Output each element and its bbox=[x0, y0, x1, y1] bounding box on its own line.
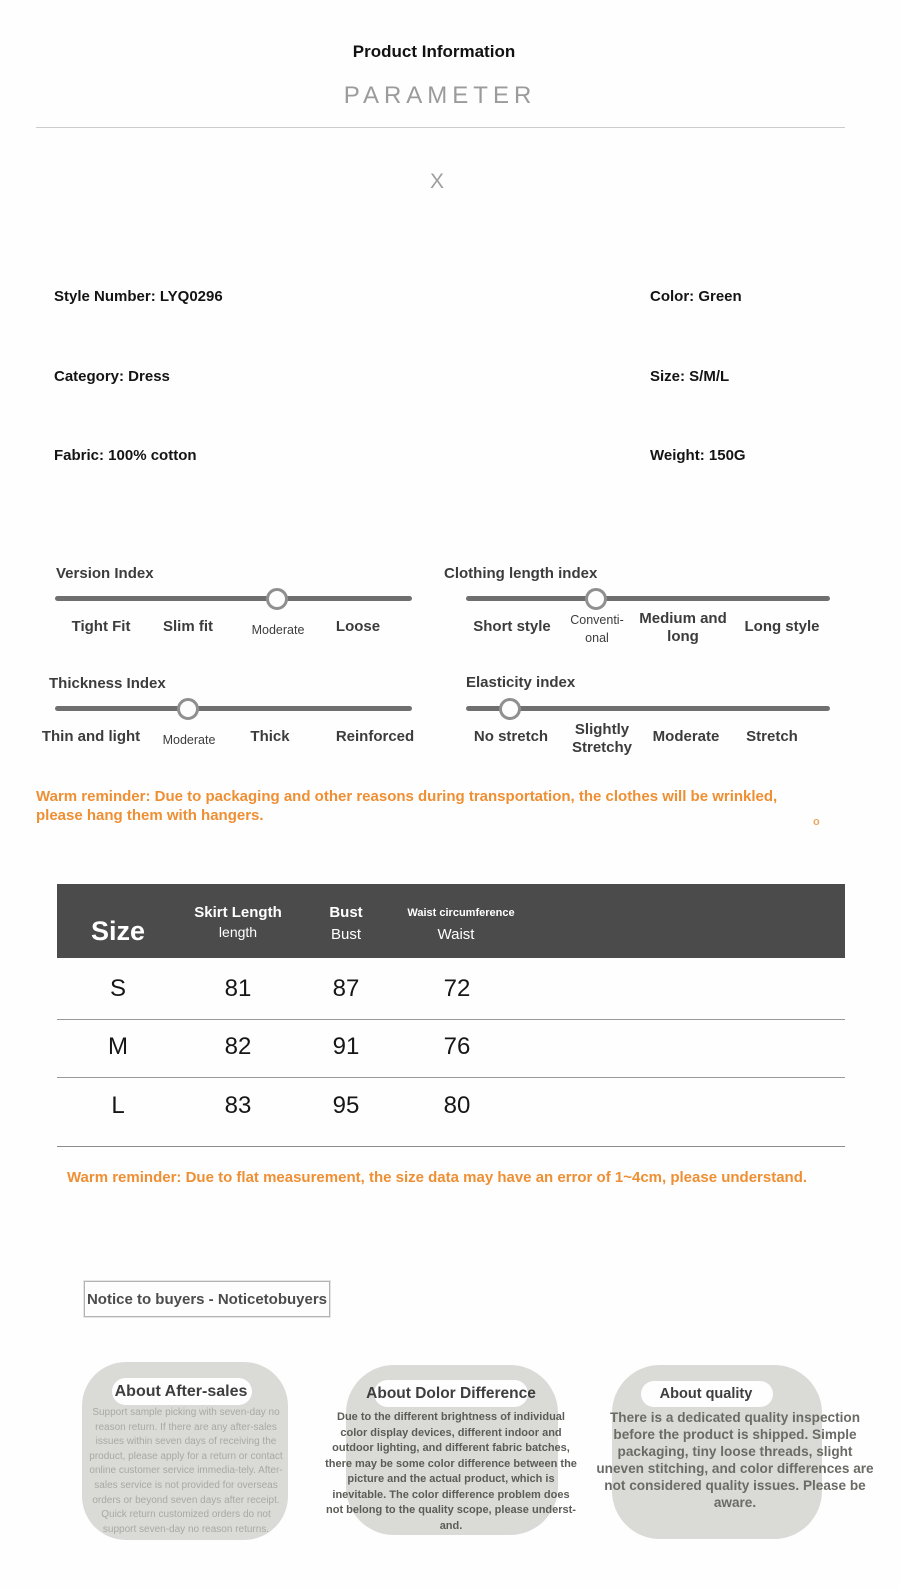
length-index-title: Clothing length index bbox=[444, 565, 598, 582]
length-index-track bbox=[466, 596, 830, 601]
table-row-s-bust: 87 bbox=[332, 975, 360, 1002]
version-label-loose: Loose bbox=[335, 618, 381, 635]
thickness-index-title: Thickness Index bbox=[49, 675, 166, 692]
size-table-header-waist: Waist bbox=[437, 926, 475, 943]
info-style-number: Style Number: LYQ0296 bbox=[54, 288, 223, 305]
table-row-s-size: S bbox=[109, 975, 127, 1002]
table-row-m-bust: 91 bbox=[332, 1033, 360, 1060]
parameter-subtitle: PARAMETER bbox=[343, 82, 537, 109]
table-row-divider bbox=[57, 1077, 845, 1078]
elasticity-index-title: Elasticity index bbox=[466, 674, 576, 691]
thickness-label-reinforced: Reinforced bbox=[335, 728, 415, 745]
size-table-header-length: length bbox=[218, 924, 258, 940]
table-row-l-size: L bbox=[111, 1092, 125, 1119]
elasticity-label-moderate: Moderate bbox=[652, 728, 720, 745]
header-divider bbox=[36, 127, 845, 128]
size-table-header-waist-circumference: Waist circumference bbox=[407, 907, 515, 919]
about-quality-title: About quality bbox=[659, 1386, 753, 1402]
table-row-s-waist: 72 bbox=[443, 975, 471, 1002]
table-row-l-length: 83 bbox=[224, 1092, 252, 1119]
thickness-index-knob[interactable] bbox=[177, 698, 199, 720]
info-weight: Weight: 150G bbox=[650, 447, 746, 464]
table-row-m-waist: 76 bbox=[443, 1033, 471, 1060]
warm-reminder-measurement: Warm reminder: Due to flat measurement, the size data may have an error of 1~4cm, please understand. bbox=[66, 1169, 808, 1186]
about-color-difference-title: About Dolor Difference bbox=[366, 1385, 536, 1402]
about-quality-body: There is a dedicated quality inspection before the product is shipped. Simple packaging, tiny loose threads, slight uneven stitching, and color differences are not considered quality issues. Please be aware. bbox=[596, 1410, 874, 1510]
table-bottom-border bbox=[57, 1146, 845, 1147]
elasticity-label-no-stretch: No stretch bbox=[473, 728, 549, 745]
page-title: Product Information bbox=[352, 42, 516, 61]
version-index-knob[interactable] bbox=[266, 588, 288, 610]
version-index-title: Version Index bbox=[56, 565, 154, 582]
warm-reminder-transport: Warm reminder: Due to packaging and other reasons during transportation, the clothes will be wrinkled, please hang them with hangers. bbox=[36, 788, 778, 824]
stray-o-mark: o bbox=[813, 816, 820, 828]
length-index-knob[interactable] bbox=[585, 588, 607, 610]
length-label-conventional: Conventi- onal bbox=[570, 613, 624, 645]
length-label-medium-long: Medium and long bbox=[639, 610, 727, 645]
elasticity-index-knob[interactable] bbox=[499, 698, 521, 720]
size-table-header-bust-2: Bust bbox=[330, 926, 362, 943]
thickness-index-track bbox=[55, 706, 412, 711]
table-row-l-waist: 80 bbox=[443, 1092, 471, 1119]
about-color-difference-body: Due to the different brightness of individual color display devices, different indoor and outdoor lighting, and different fabric batches, there may be some color difference between the picture and the actual product, which is inevitable. The color difference problem does not belong to the quality scope, please underst-and. bbox=[325, 1411, 577, 1532]
info-category: Category: Dress bbox=[54, 368, 170, 385]
table-row-l-bust: 95 bbox=[332, 1092, 360, 1119]
notice-to-buyers-label: Notice to buyers - Noticetobuyers bbox=[86, 1290, 328, 1308]
size-table-header-size: Size bbox=[90, 916, 146, 946]
broken-image-placeholder-x: X bbox=[429, 170, 445, 193]
version-label-moderate: Moderate bbox=[251, 623, 305, 637]
table-row-m-length: 82 bbox=[224, 1033, 252, 1060]
thickness-label-moderate: Moderate bbox=[162, 733, 216, 747]
notice-to-buyers-box bbox=[84, 1281, 330, 1317]
info-size: Size: S/M/L bbox=[650, 368, 730, 385]
info-fabric: Fabric: 100% cotton bbox=[54, 447, 197, 464]
table-row-m-size: M bbox=[108, 1033, 128, 1060]
about-after-sales-body: Support sample picking with seven-day no reason return. If there are any after-sales issues within seven days of receiving the product, please apply for a return or contact online customer service immedia-tely. After-sales service is not provided for overseas orders or beyond seven days after receipt. Quick return customized orders do not support seven-day no reason returns. bbox=[89, 1407, 283, 1535]
table-row-divider bbox=[57, 1019, 845, 1020]
size-table-header-bust-1: Bust bbox=[329, 904, 363, 921]
info-color: Color: Green bbox=[650, 288, 742, 305]
version-label-slim-fit: Slim fit bbox=[162, 618, 214, 635]
about-after-sales-title: About After-sales bbox=[114, 1383, 248, 1400]
elasticity-label-stretch: Stretch bbox=[746, 728, 798, 745]
version-index-track bbox=[55, 596, 412, 601]
size-table-header-skirt-length: Skirt Length bbox=[194, 904, 282, 921]
elasticity-label-slightly: Slightly Stretchy bbox=[571, 721, 633, 756]
table-row-s-length: 81 bbox=[224, 975, 252, 1002]
size-table-header bbox=[57, 884, 845, 958]
version-label-tight-fit: Tight Fit bbox=[71, 618, 131, 635]
thickness-label-thin: Thin and light bbox=[41, 728, 141, 745]
length-label-short: Short style bbox=[473, 618, 551, 635]
length-label-long: Long style bbox=[744, 618, 820, 635]
thickness-label-thick: Thick bbox=[250, 728, 290, 745]
